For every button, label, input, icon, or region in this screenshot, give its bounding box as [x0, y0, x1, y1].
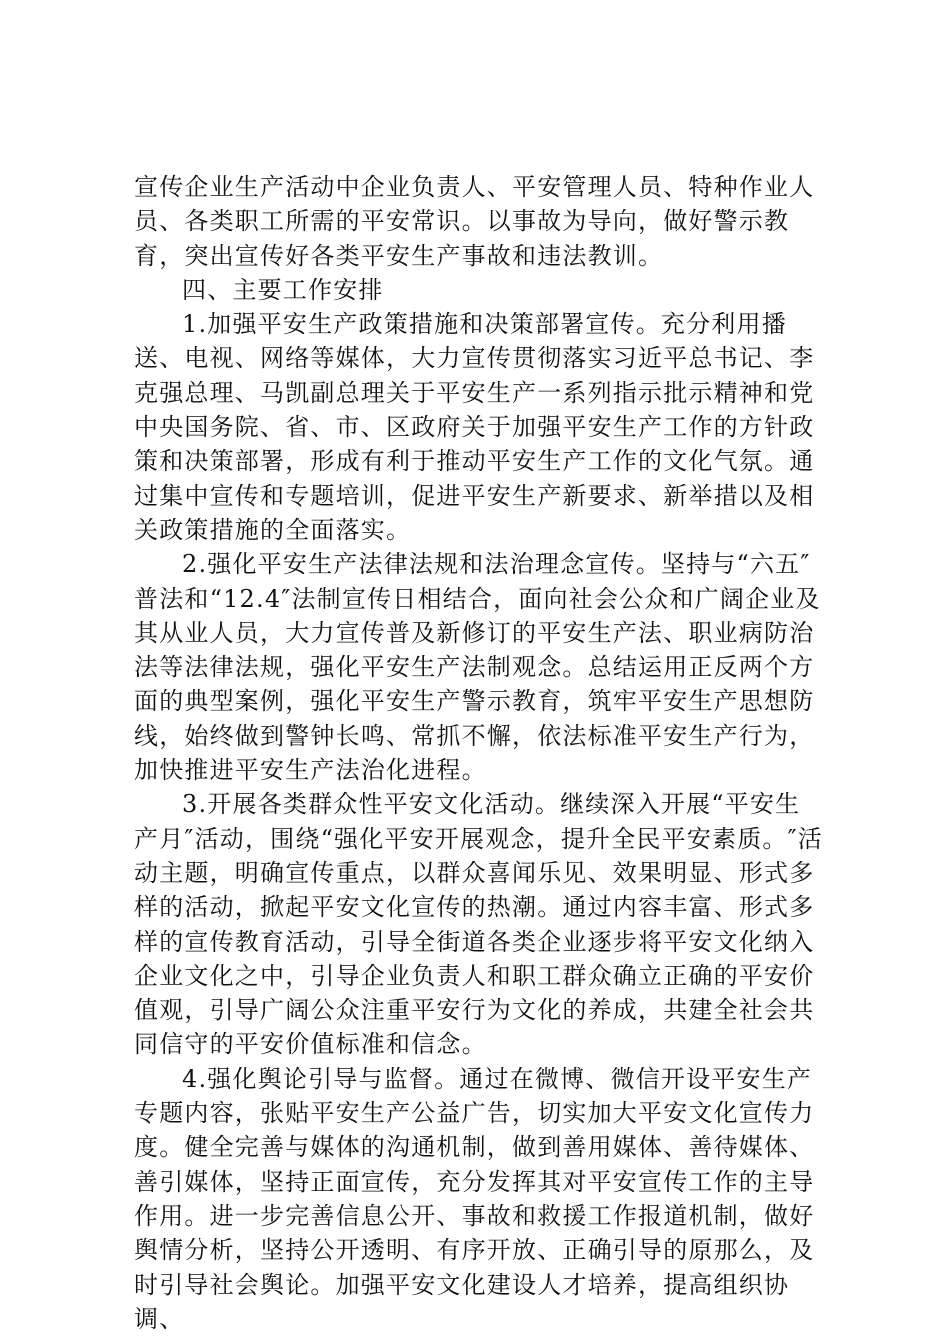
- section-heading-work-arrangement: 四、主要工作安排: [182, 275, 384, 304]
- paragraph-item-3: 3.开展各类群众性平安文化活动。继续深入开展“平安生产月″活动，围绕“强化平安开展观念，提升全民平安素质。″活动主题，明确宣传重点，以群众喜闻乐见、效果明显、形式多样的活动，掀起平安文化宣传的热潮。通过内容丰富、形式多样的宣传教育活动，引导全街道各类企业逐步将平安文化纳入企业文化之中，引导企业负责人和职工群众确立正确的平安价值观，引导广阔公众注重平安行为文化的养成，共建全社会共同信守的平安价值标准和信念。: [134, 790, 823, 1059]
- paragraph-item-2: 2.强化平安生产法律法规和法治理念宣传。坚持与“六五″普法和“12.4″法制宣传日相结合，面向社会公众和广阔企业及其从业人员，大力宣传普及新修订的平安生产法、职业病防治法等法律法规，强化平安生产法制观念。总结运用正反两个方面的典型案例，强化平安生产警示教育，筑牢平安生产思想防线，始终做到警钟长鸣、常抓不懈，依法标准平安生产行为，加快推进平安生产法治化进程。: [134, 550, 821, 785]
- paragraph-item-4: 4.强化舆论引导与监督。通过在微博、微信开设平安生产专题内容，张贴平安生产公益广告，切实加大平安文化宣传力度。健全完善与媒体的沟通机制，做到善用媒体、善待媒体、善引媒体，坚持正面宣传，充分发挥其对平安宣传工作的主导作用。进一步完善信息公开、事故和救援工作报道机制，做好舆情分析，坚持公开透明、有序开放、正确引导的原那么，及时引导社会舆论。加强平安文化建设人才培养，提高组织协调、: [134, 1064, 815, 1333]
- paragraph-item-1: 1.加强平安生产政策措施和决策部署宣传。充分利用播送、电视、网络等媒体，大力宣传贯彻落实习近平总书记、李克强总理、马凯副总理关于平安生产一系列指示批示精神和党中央国务院、省、市、区政府关于加强平安生产工作的方针政策和决策部署，形成有利于推动平安生产工作的文化气氛。通过集中宣传和专题培训，促进平安生产新要求、新举措以及相关政策措施的全面落实。: [134, 310, 815, 544]
- paragraph-continued: 宣传企业生产活动中企业负责人、平安管理人员、特种作业人员、各类职工所需的平安常识。以事故为导向，做好警示教育，突出宣传好各类平安生产事故和违法教训。: [134, 173, 815, 270]
- document-body: [134, 170, 824, 1336]
